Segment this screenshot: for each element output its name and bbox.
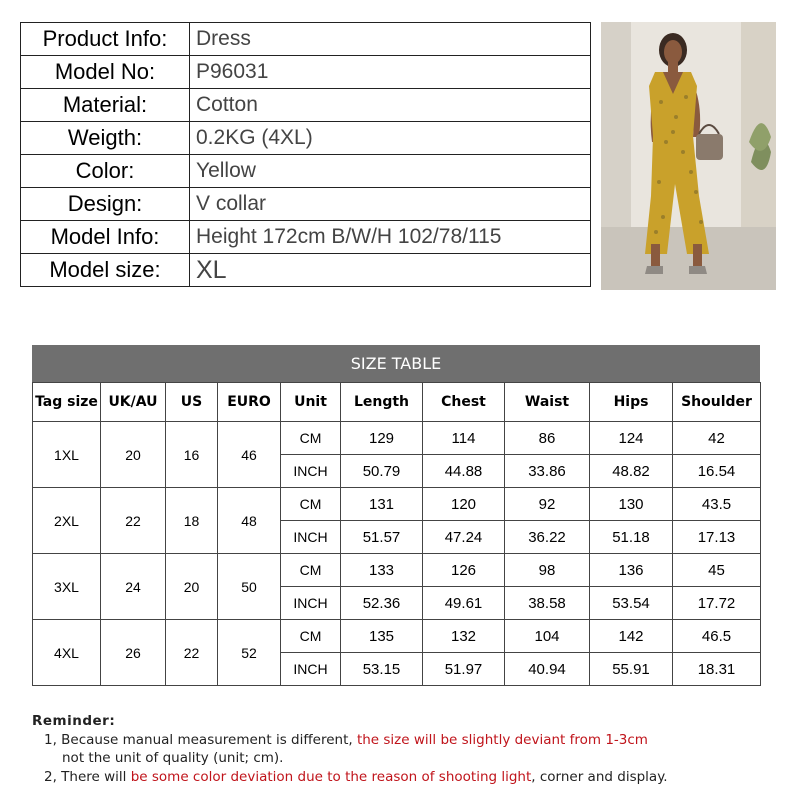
us-cell: 20 bbox=[166, 554, 218, 620]
waist-cell: 36.22 bbox=[505, 521, 590, 554]
length-cell: 51.57 bbox=[341, 521, 423, 554]
table-row bbox=[33, 554, 761, 587]
info-row-material bbox=[21, 89, 591, 122]
length-cell: 52.36 bbox=[341, 587, 423, 620]
waist-cell: 33.86 bbox=[505, 455, 590, 488]
reminder-text: 2, There will bbox=[44, 768, 131, 785]
shoulder-cell: 17.13 bbox=[673, 521, 761, 554]
column-header: Chest bbox=[423, 383, 505, 422]
hips-cell: 53.54 bbox=[590, 587, 673, 620]
reminder-section bbox=[32, 712, 772, 786]
column-header: US bbox=[166, 383, 218, 422]
size-table-header-row bbox=[33, 383, 761, 422]
length-cell: 131 bbox=[341, 488, 423, 521]
waist-cell: 92 bbox=[505, 488, 590, 521]
column-header: Waist bbox=[505, 383, 590, 422]
chest-cell: 120 bbox=[423, 488, 505, 521]
hips-cell: 142 bbox=[590, 620, 673, 653]
chest-cell: 47.24 bbox=[423, 521, 505, 554]
info-row-model-no bbox=[21, 56, 591, 89]
info-value: Dress bbox=[190, 23, 591, 56]
unit-cell: INCH bbox=[281, 521, 341, 554]
info-label: Design: bbox=[21, 188, 190, 221]
tag-size-cell: 1XL bbox=[33, 422, 101, 488]
uk-au-cell: 24 bbox=[101, 554, 166, 620]
euro-cell: 48 bbox=[218, 488, 281, 554]
column-header: Hips bbox=[590, 383, 673, 422]
shoulder-cell: 46.5 bbox=[673, 620, 761, 653]
column-header: Length bbox=[341, 383, 423, 422]
table-row bbox=[33, 422, 761, 455]
column-header: EURO bbox=[218, 383, 281, 422]
table-row bbox=[33, 620, 761, 653]
info-value: 0.2KG (4XL) bbox=[190, 122, 591, 155]
euro-cell: 52 bbox=[218, 620, 281, 686]
info-value: Height 172cm B/W/H 102/78/115 bbox=[190, 221, 591, 254]
unit-cell: CM bbox=[281, 554, 341, 587]
euro-cell: 46 bbox=[218, 422, 281, 488]
tag-size-cell: 3XL bbox=[33, 554, 101, 620]
size-table bbox=[32, 382, 761, 686]
info-label: Weigth: bbox=[21, 122, 190, 155]
reminder-title: Reminder: bbox=[32, 713, 116, 729]
model-photo-illustration bbox=[601, 22, 776, 290]
hips-cell: 48.82 bbox=[590, 455, 673, 488]
hips-cell: 136 bbox=[590, 554, 673, 587]
info-row-model-info bbox=[21, 221, 591, 254]
chest-cell: 49.61 bbox=[423, 587, 505, 620]
euro-cell: 50 bbox=[218, 554, 281, 620]
hips-cell: 130 bbox=[590, 488, 673, 521]
waist-cell: 86 bbox=[505, 422, 590, 455]
hips-cell: 55.91 bbox=[590, 653, 673, 686]
shoulder-cell: 45 bbox=[673, 554, 761, 587]
info-label: Product Info: bbox=[21, 23, 190, 56]
info-value: V collar bbox=[190, 188, 591, 221]
chest-cell: 114 bbox=[423, 422, 505, 455]
tag-size-cell: 2XL bbox=[33, 488, 101, 554]
info-value: P96031 bbox=[190, 56, 591, 89]
reminder-text: 1, Because manual measurement is different, bbox=[44, 731, 357, 748]
unit-cell: INCH bbox=[281, 455, 341, 488]
hips-cell: 124 bbox=[590, 422, 673, 455]
info-label: Model Info: bbox=[21, 221, 190, 254]
table-row bbox=[33, 488, 761, 521]
reminder-line-2 bbox=[32, 768, 772, 787]
reminder-text: , corner and display. bbox=[531, 768, 668, 785]
hips-cell: 51.18 bbox=[590, 521, 673, 554]
reminder-line-1-continued: not the unit of quality (unit; cm). bbox=[62, 750, 284, 766]
unit-cell: CM bbox=[281, 620, 341, 653]
info-label: Color: bbox=[21, 155, 190, 188]
shoulder-cell: 18.31 bbox=[673, 653, 761, 686]
column-header: UK/AU bbox=[101, 383, 166, 422]
shoulder-cell: 16.54 bbox=[673, 455, 761, 488]
info-value: Cotton bbox=[190, 89, 591, 122]
unit-cell: INCH bbox=[281, 653, 341, 686]
info-row-product bbox=[21, 23, 591, 56]
info-label: Model No: bbox=[21, 56, 190, 89]
length-cell: 129 bbox=[341, 422, 423, 455]
us-cell: 22 bbox=[166, 620, 218, 686]
unit-cell: INCH bbox=[281, 587, 341, 620]
reminder-highlight: be some color deviation due to the reason of shooting light bbox=[130, 768, 532, 785]
chest-cell: 132 bbox=[423, 620, 505, 653]
column-header: Shoulder bbox=[673, 383, 761, 422]
info-row-color bbox=[21, 155, 591, 188]
column-header: Unit bbox=[281, 383, 341, 422]
reminder-highlight: the size will be slightly deviant from 1-3cm bbox=[356, 731, 648, 748]
chest-cell: 44.88 bbox=[423, 455, 505, 488]
info-label: Model size: bbox=[21, 254, 190, 287]
chest-cell: 51.97 bbox=[423, 653, 505, 686]
unit-cell: CM bbox=[281, 422, 341, 455]
waist-cell: 98 bbox=[505, 554, 590, 587]
waist-cell: 38.58 bbox=[505, 587, 590, 620]
info-label: Material: bbox=[21, 89, 190, 122]
model-photo bbox=[601, 22, 776, 290]
unit-cell: CM bbox=[281, 488, 341, 521]
waist-cell: 104 bbox=[505, 620, 590, 653]
uk-au-cell: 26 bbox=[101, 620, 166, 686]
reminder-line-1 bbox=[32, 731, 772, 750]
size-table-title: SIZE TABLE bbox=[32, 345, 760, 382]
info-row-model-size bbox=[21, 254, 591, 287]
length-cell: 133 bbox=[341, 554, 423, 587]
shoulder-cell: 42 bbox=[673, 422, 761, 455]
uk-au-cell: 20 bbox=[101, 422, 166, 488]
waist-cell: 40.94 bbox=[505, 653, 590, 686]
info-row-design bbox=[21, 188, 591, 221]
info-row-weight bbox=[21, 122, 591, 155]
uk-au-cell: 22 bbox=[101, 488, 166, 554]
shoulder-cell: 43.5 bbox=[673, 488, 761, 521]
info-value: Yellow bbox=[190, 155, 591, 188]
info-value: XL bbox=[190, 254, 591, 287]
length-cell: 53.15 bbox=[341, 653, 423, 686]
column-header: Tag size bbox=[33, 383, 101, 422]
tag-size-cell: 4XL bbox=[33, 620, 101, 686]
product-info-table bbox=[20, 22, 591, 287]
length-cell: 50.79 bbox=[341, 455, 423, 488]
chest-cell: 126 bbox=[423, 554, 505, 587]
length-cell: 135 bbox=[341, 620, 423, 653]
us-cell: 16 bbox=[166, 422, 218, 488]
us-cell: 18 bbox=[166, 488, 218, 554]
shoulder-cell: 17.72 bbox=[673, 587, 761, 620]
